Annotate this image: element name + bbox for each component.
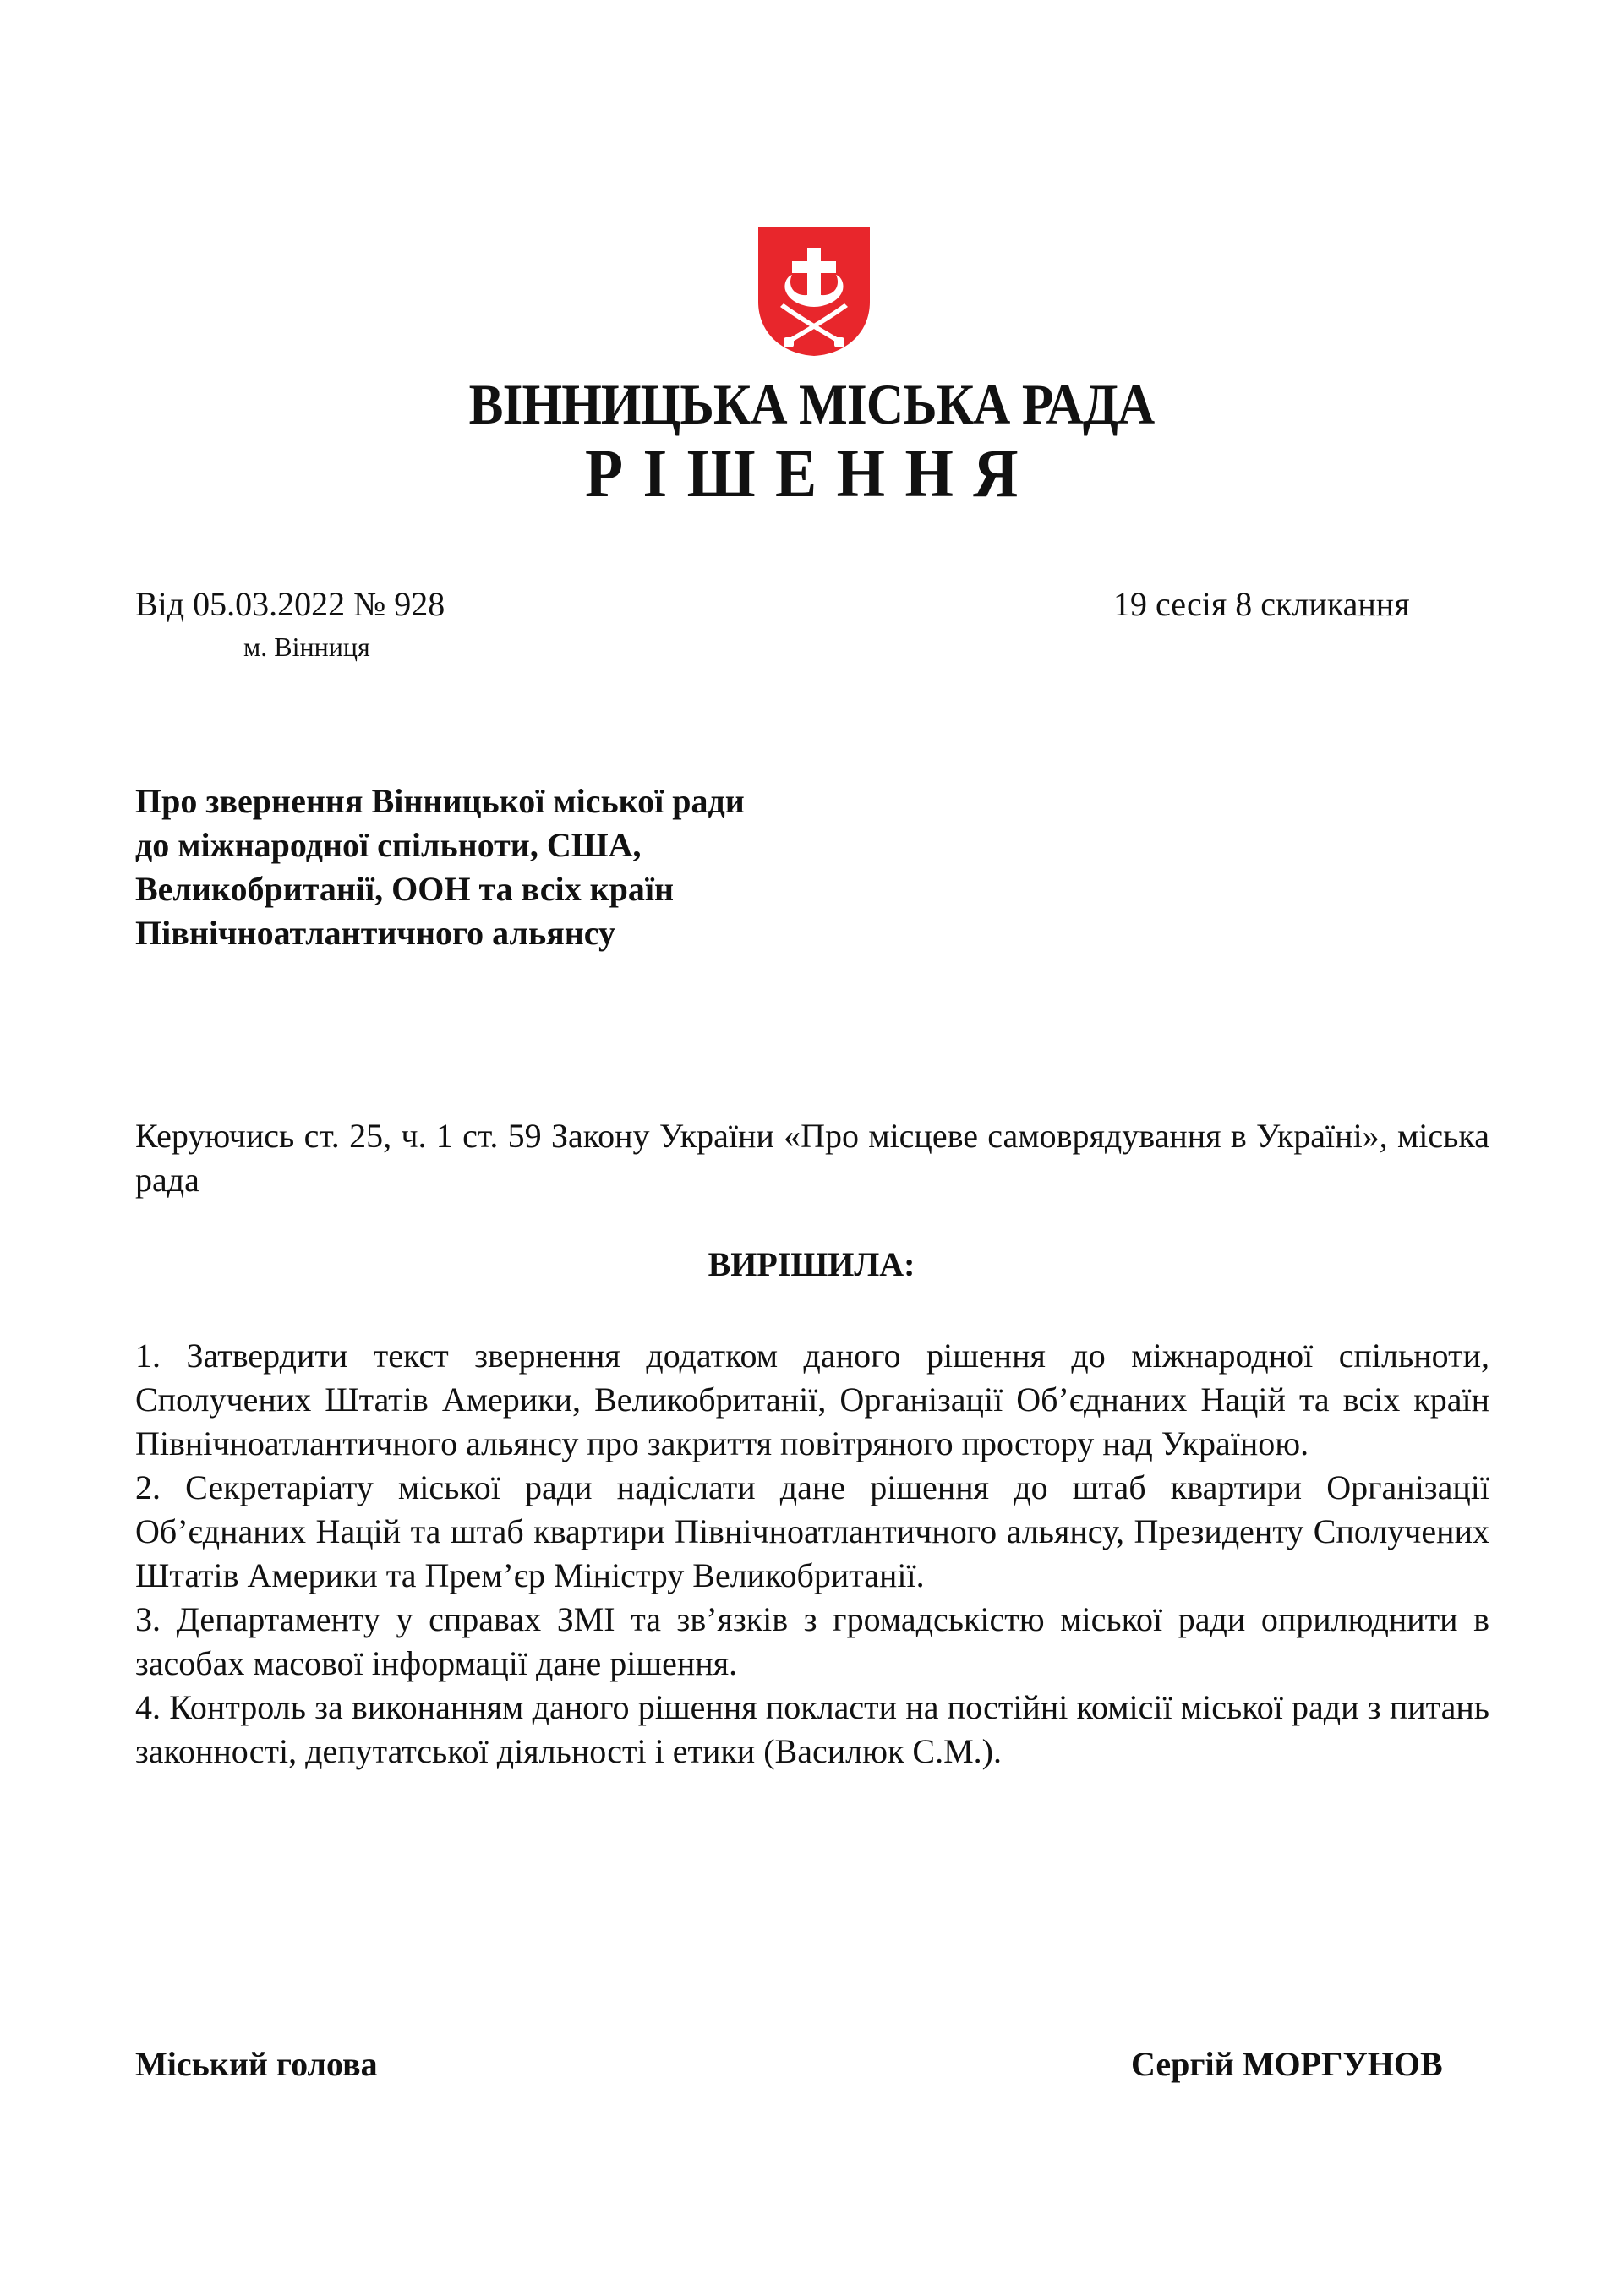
subject-line: до міжнародної спільноти, США, [135, 826, 642, 864]
decision-city: м. Вінниця [243, 631, 370, 662]
cross-horizontal [792, 261, 836, 273]
signatory-title: Міський голова [135, 2045, 378, 2083]
decision-item: 4. Контроль за виконанням даного рішення покласти на постійні комісії міської ради з питань законності, депутатської діяльності і етики (Василюк С.М.). [135, 1688, 1489, 1770]
subject-line: Північноатлантичного альянсу [135, 914, 616, 952]
decision-subject [135, 779, 896, 955]
signatory-name: Сергій МОРГУНОВ [1131, 2045, 1443, 2083]
decision-date-number: Від 05.03.2022 № 928 [135, 585, 445, 623]
decision-items [135, 1334, 1489, 1774]
preamble-paragraph: Керуючись ст. 25, ч. 1 ст. 59 Закону України «Про місцеве самоврядування в Україні», міська рада [135, 1117, 1489, 1199]
council-name: ВІННИЦЬКА МІСЬКА РАДА [468, 372, 1155, 436]
vinnytsia-coat-of-arms-icon [755, 224, 873, 359]
document-type-title: РІШЕННЯ [585, 435, 1038, 511]
decision-item: 3. Департаменту у справах ЗМІ та зв’язків з громадськістю міської ради оприлюднити в засобах масової інформації дане рішення. [135, 1600, 1489, 1682]
subject-line: Великобританії, ООН та всіх країн [135, 870, 675, 908]
sabre-hilt-left [784, 337, 794, 347]
decision-item: 1. Затвердити текст звернення додатком даного рішення до міжнародної спільноти, Сполучених Штатів Америки, Великобританії, Організації Об’єднаних Націй та всіх країн Північноатлантичного альянсу про закриття повітряного простору над Україною. [135, 1337, 1489, 1462]
subject-line: Про звернення Вінницької міської ради [135, 782, 745, 820]
session-info: 19 сесія 8 скликання [1113, 585, 1410, 623]
decision-item: 2. Секретаріату міської ради надіслати дане рішення до штаб квартири Організації Об’єднаних Націй та штаб квартири Північноатлантичного альянсу, Президенту Сполучених Штатів Америки та Прем’єр Міністру Великобританії. [135, 1468, 1489, 1594]
sabre-hilt-right [834, 337, 844, 347]
resolved-heading: ВИРІШИЛА: [708, 1245, 915, 1283]
